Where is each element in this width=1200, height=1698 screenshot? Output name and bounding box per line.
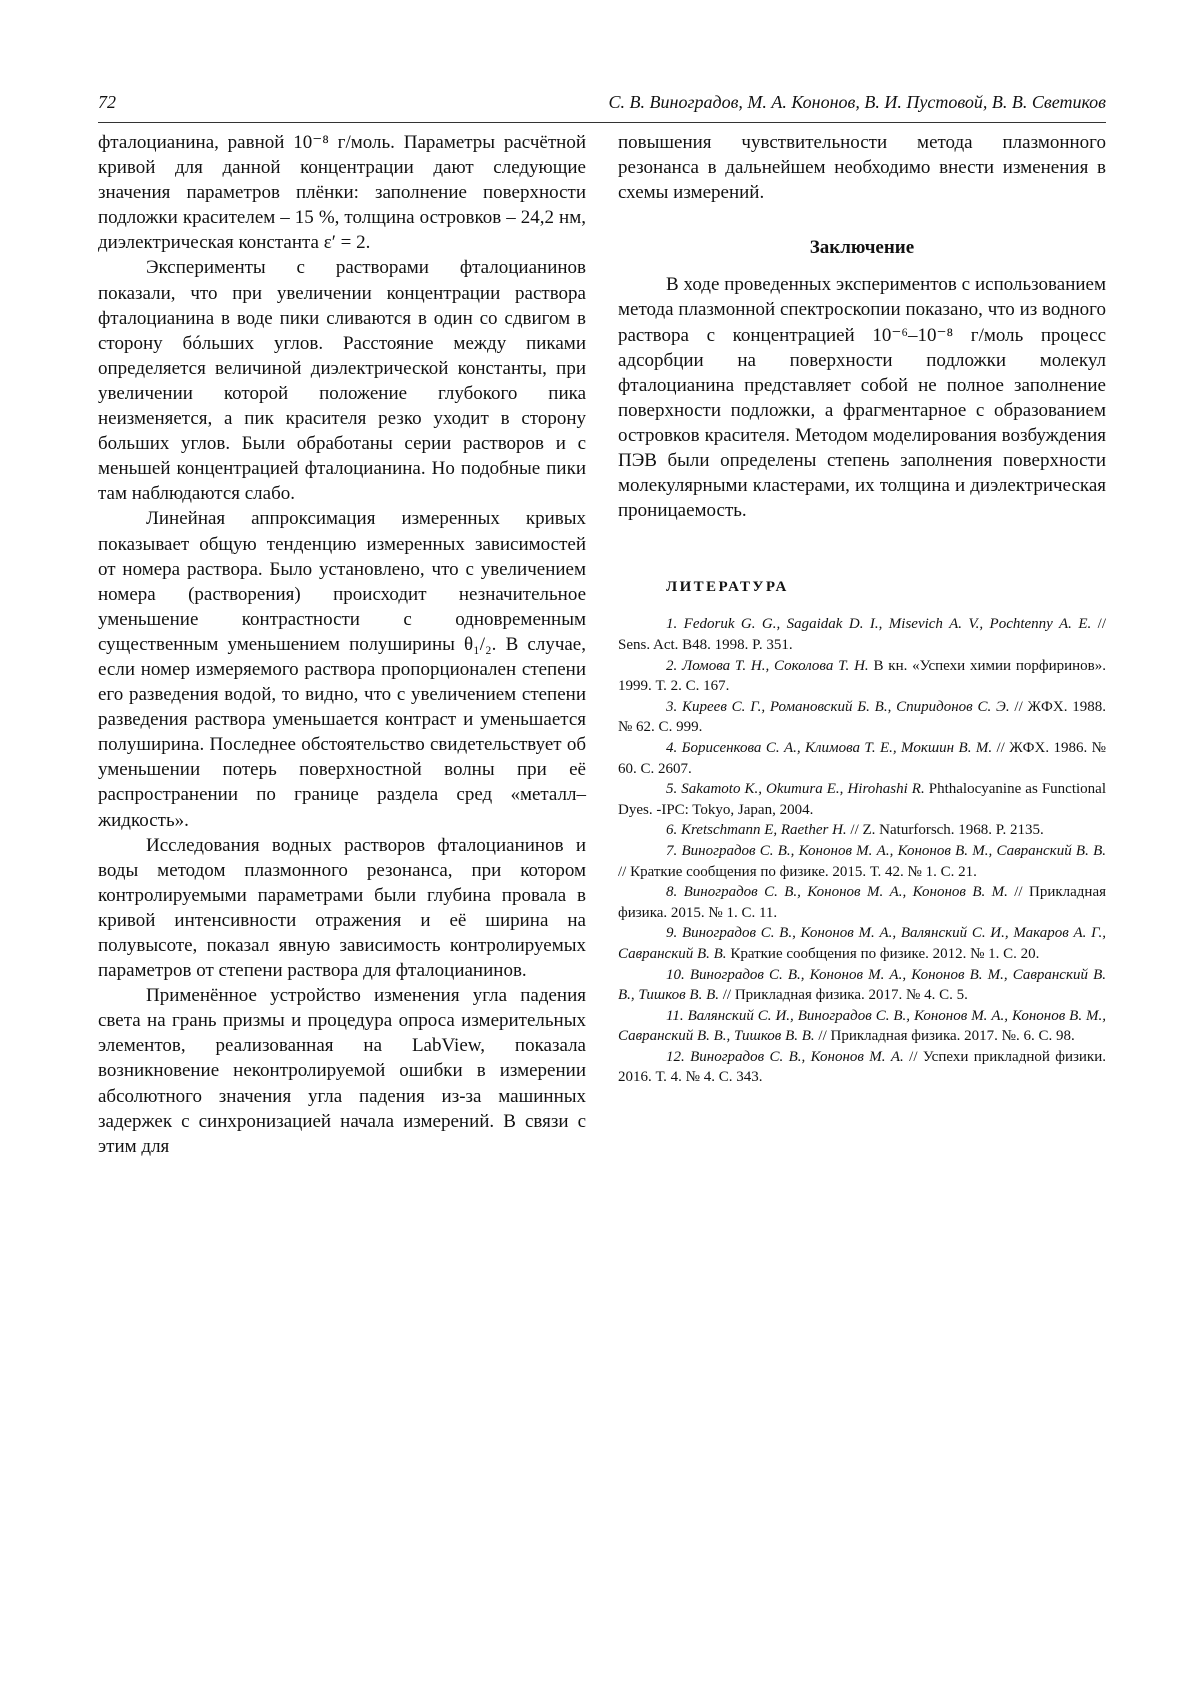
reference-item [618, 1006, 1106, 1047]
reference-source: Краткие сообщения по физике. 2012. № 1. С. 20. [726, 945, 1040, 962]
header-authors: С. В. Виноградов, М. А. Кононов, В. И. Пустовой, В. В. Светиков [608, 92, 1106, 112]
reference-source: Phthalocyanine as Functional Dyes. -IPC: Tokyo, Japan, 2004. [618, 781, 1106, 818]
reference-authors: 6. Kretschmann E, Raether H. [666, 822, 847, 839]
reference-authors: 9. Виноградов С. В., Кононов М. А., Валянский С. И., Макаров А. Г., Савранский В. В. [618, 925, 1106, 962]
reference-source: // Прикладная физика. 2015. № 1. С. 11. [618, 884, 1106, 921]
reference-authors: 7. Виноградов С. В., Кононов М. А., Кононов В. М., Савранский В. В. [666, 842, 1106, 859]
reference-authors: 8. Виноградов С. В., Кононов М. А., Кононов В. М. [666, 884, 1008, 901]
conclusion-heading: Заключение [809, 237, 915, 259]
paragraph: Применённое устройство изменения угла падения света на грань призмы и процедура опроса измерительных элементов, реализованная на LabView, показала возникновение неконтролируемой ошибки в измерении абсолютного значения угла падения из-за машинных задержек с синхронизацией начала измерений. В связи с этим для [98, 985, 586, 1157]
reference-item [618, 923, 1106, 964]
right-column [618, 130, 1106, 1088]
reference-list [618, 614, 1106, 1088]
reference-authors: 10. Виноградов С. В., Кононов М. А., Кононов В. М., Савранский В. В., Тишков В. В. [618, 966, 1106, 1004]
references-heading: ЛИТЕРАТУРА [666, 579, 789, 596]
paragraph: Исследования водных растворов фталоцианинов и воды методом плазмонного резонанса, при котором контролируемыми параметрами были глубина провала в кривой интенсивности отражения и её ширина на полувысоте, показал явную зависимость контролируемых параметров от степени раствора для фталоцианинов. [98, 834, 586, 982]
reference-item [618, 965, 1106, 1006]
reference-item [618, 841, 1106, 882]
header-rule [98, 122, 1106, 123]
reference-source: // Краткие сообщения по физике. 2015. Т. 42. № 1. С. 21. [618, 863, 977, 880]
conclusion-paragraph: В ходе проведенных экспериментов с использованием метода плазмонной спектроскопии показано, что из водного раствора с концентрацией 10⁻⁶–10⁻⁸ г/моль процесс адсорбции на поверхности подложки молекул фталоцианина представляет собой не полное заполнение поверхности подложки, а фрагментарное с образованием островков красителя. Методом моделирования возбуждения ПЭВ были определены степень заполнения поверхности молекулярными кластерами, их толщина и диэлектрическая проницаемость. [618, 274, 1106, 522]
reference-source: // Прикладная физика. 2017. №. 6. С. 98. [814, 1028, 1075, 1045]
reference-source: // ЖФХ. 1988. № 62. С. 999. [618, 698, 1106, 736]
reference-source: // Sens. Act. B48. 1998. P. 351. [618, 616, 1106, 653]
reference-source: В кн. «Успехи химии порфиринов». 1999. Т. 2. С. 167. [618, 657, 1107, 695]
page-number: 72 [98, 92, 116, 112]
left-column [98, 130, 586, 1159]
reference-source: // Прикладная физика. 2017. № 4. С. 5. [719, 987, 968, 1004]
paragraph: Линейная аппроксимация измеренных кривых показывает общую тенденцию измеренных зависимостей от номера раствора. Было установлено, что с увеличением номера (растворения) происходит незначительное уменьшение контрастности с одновременным существенным уменьшением полуширины θ₁/₂. В случае, если номер измеряемого раствора пропорционален степени его разведения водой, то видно, что с увеличением степени разведения раствора уменьшается контраст и уменьшается полуширина. Последнее обстоятельство свидетельствует об уменьшении потерь поверхностной волны при её распространении по границе раздела сред «металл–жидкость». [98, 508, 586, 831]
reference-item [618, 614, 1106, 655]
paragraph: фталоцианина, равной 10⁻⁸ г/моль. Параметры расчётной кривой для данной концентрации дают следующие значения параметров плёнки: заполнение поверхности подложки красителем – 15 %, толщина островков – 24,2 нм, диэлектрическая константа ε′ = 2. [98, 132, 586, 254]
reference-item [618, 738, 1106, 779]
reference-authors: 1. Fedoruk G. G., Sagaidak D. I., Misevich A. V., Pochtenny A. E. [666, 616, 1092, 633]
reference-item [618, 882, 1106, 923]
reference-item [618, 656, 1106, 697]
paragraph: повышения чувствительности метода плазмонного резонанса в дальнейшем необходимо внести изменения в схемы измерений. [618, 132, 1106, 204]
reference-source: // Z. Naturforsch. 1968. P. 2135. [846, 822, 1044, 839]
reference-authors: 12. Виноградов С. В., Кононов М. А. [666, 1048, 904, 1065]
reference-item [618, 1047, 1106, 1088]
reference-authors: 3. Киреев С. Г., Романовский Б. В., Спиридонов С. Э. [666, 698, 1010, 715]
paragraph: Эксперименты с растворами фталоцианинов показали, что при увеличении концентрации раствора фталоцианина в воде пики сливаются в один со сдвигом в сторону бóльших углов. Расстояние между пиками определяется величиной диэлектрической константы, при увеличении которой положение глубокого пика неизменяется, а пик красителя резко уходит в сторону больших углов. Были обработаны серии растворов и с меньшей концентрацией фталоцианина. Но подобные пики там наблюдаются слабо. [98, 257, 586, 505]
reference-authors: 4. Борисенкова С. А., Климова Т. Е., Мокшин В. М. [666, 739, 993, 756]
reference-item [618, 779, 1106, 820]
reference-item [618, 697, 1106, 738]
reference-authors: 11. Валянский С. И., Виноградов С. В., Кононов М. А., Кононов В. М., Савранский В. В., Тишков В. В. [618, 1007, 1106, 1045]
running-header [98, 92, 1106, 118]
reference-authors: 5. Sakamoto K., Okumura E., Hirohashi R. [666, 781, 925, 798]
reference-item [618, 820, 1106, 841]
reference-source: // Успехи прикладной физики. 2016. Т. 4. № 4. С. 343. [618, 1048, 1106, 1086]
reference-source: // ЖФХ. 1986. № 60. С. 2607. [618, 739, 1106, 777]
reference-authors: 2. Ломова Т. Н., Соколова Т. Н. [666, 657, 869, 674]
